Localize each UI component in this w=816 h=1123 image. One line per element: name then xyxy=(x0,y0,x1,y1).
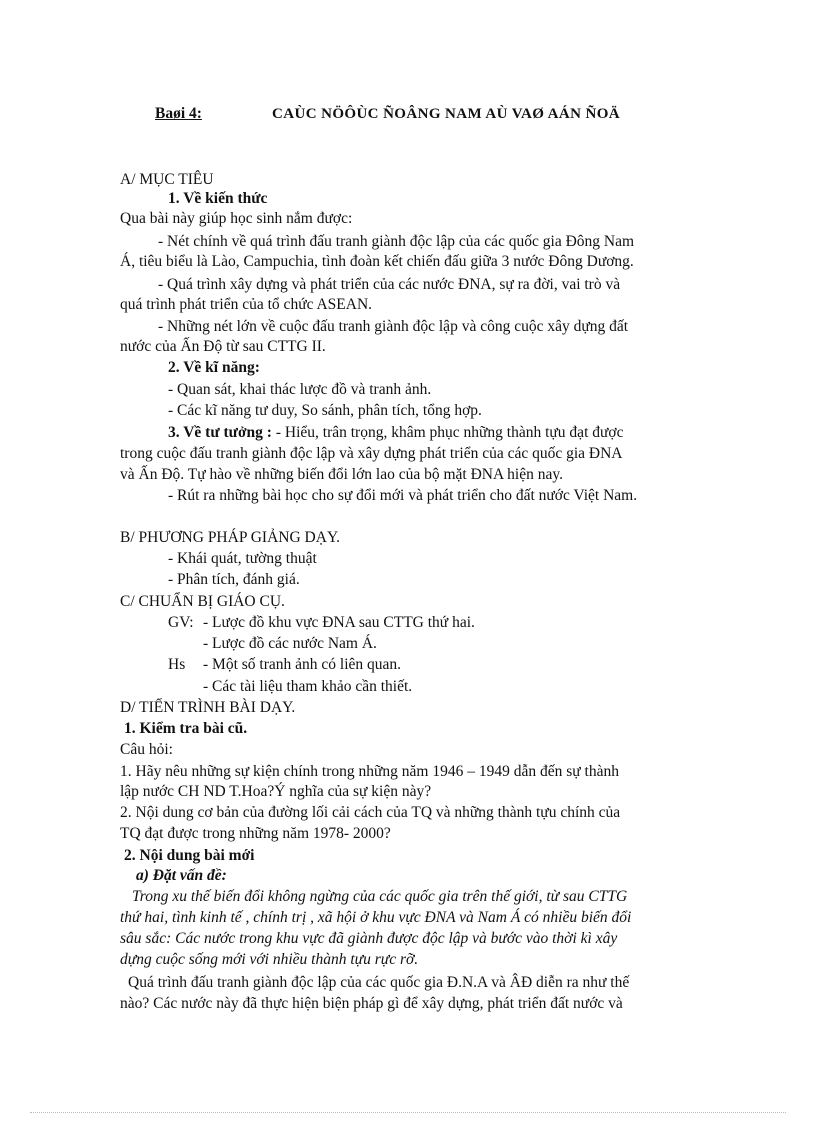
thought-heading: 3. Về tư tưởng : xyxy=(168,424,272,441)
hs-item: - Một số tranh ảnh có liên quan. xyxy=(203,656,402,673)
skill-item: - Quan sát, khai thác lược đồ và tranh ảnh. xyxy=(168,381,432,398)
question-line: 2. Nội dung cơ bản của đường lối cải cách của TQ và những thành tựu chính của xyxy=(120,804,621,821)
intro-paragraph-line: Trong xu thế biến đổi không ngừng của các quốc gia trên thế giới, từ sau CTTG xyxy=(132,888,628,905)
closing-line: nào? Các nước này đã thực hiện biện pháp gì để xây dựng, phát triển đất nước và xyxy=(120,995,623,1012)
problem-heading: a) Đặt vấn đề: xyxy=(136,867,227,884)
hs-item: - Các tài liệu tham khảo cần thiết. xyxy=(203,678,413,695)
intro-paragraph-line: thứ hai, tình kinh tế , chính trị , xã hội ở khu vực ĐNA và Nam Á có nhiều biến đổi xyxy=(120,909,632,926)
objective-line: - Quá trình xây dựng và phát triển của các nước ĐNA, sự ra đời, vai trò và xyxy=(158,276,621,293)
knowledge-heading: 1. Về kiến thức xyxy=(168,190,268,207)
question-label: Câu hỏi: xyxy=(120,741,173,758)
skills-heading: 2. Về kĩ năng: xyxy=(168,359,260,376)
intro-paragraph-line: dựng cuộc sống mới với nhiều thành tựu rực rỡ. xyxy=(120,951,419,968)
review-heading: 1. Kiểm tra bài cũ. xyxy=(124,720,248,737)
method-item: - Phân tích, đánh giá. xyxy=(168,571,300,588)
gv-item: - Lược đồ các nước Nam Á. xyxy=(203,635,377,652)
hs-label: Hs xyxy=(168,656,186,673)
section-a-heading: A/ MỤC TIÊU xyxy=(120,171,214,188)
method-item: - Khái quát, tường thuật xyxy=(168,550,317,567)
gv-label: GV: xyxy=(168,614,194,631)
objective-line: Á, tiêu biểu là Lào, Campuchia, tình đoàn kết chiến đấu giữa 3 nước Đông Dương. xyxy=(120,253,634,270)
thought-line xyxy=(168,423,623,443)
section-d-heading: D/ TIẾN TRÌNH BÀI DẠY. xyxy=(120,699,296,716)
objective-line: - Nét chính về quá trình đấu tranh giành độc lập của các quốc gia Đông Nam xyxy=(158,233,635,250)
lesson-label: Baøi 4: xyxy=(155,105,202,122)
skill-item: - Các kĩ năng tư duy, So sánh, phân tích, tổng hợp. xyxy=(168,402,482,419)
intro-text: Qua bài này giúp học sinh nắm được: xyxy=(120,210,353,227)
intro-paragraph-line: sâu sắc: Các nước trong khu vực đã giành được độc lập và bước vào thời kì xây xyxy=(120,930,618,947)
objective-line: - Những nét lớn về cuộc đấu tranh giành độc lập và công cuộc xây dựng đất xyxy=(158,318,629,335)
objective-line: nước của Ấn Độ từ sau CTTG II. xyxy=(120,338,326,355)
question-line: lập nước CH ND T.Hoa?Ý nghĩa của sự kiện này? xyxy=(120,783,432,800)
thought-line: trong cuộc đấu tranh giành độc lập và xây dựng phát triển của các quốc gia ĐNA xyxy=(120,445,623,462)
section-c-heading: C/ CHUẨN BỊ GIÁO CỤ. xyxy=(120,593,285,610)
page-bottom-divider xyxy=(30,1112,786,1113)
objective-line: quá trình phát triển của tổ chức ASEAN. xyxy=(120,296,373,313)
question-line: 1. Hãy nêu những sự kiện chính trong những năm 1946 – 1949 dẫn đến sự thành xyxy=(120,763,619,780)
thought-line: - Rút ra những bài học cho sự đổi mới và phát triển cho đất nước Việt Nam. xyxy=(168,487,638,504)
lesson-title: CAÙC NÖÔÙC ÑOÂNG NAM AÙ VAØ AÁN ÑOÄ xyxy=(272,106,621,122)
question-line: TQ đạt được trong những năm 1978- 2000? xyxy=(120,825,391,842)
new-lesson-heading: 2. Nội dung bài mới xyxy=(124,847,255,864)
thought-text: - Hiểu, trân trọng, khâm phục những thành tựu đạt được xyxy=(275,424,624,441)
gv-item: - Lược đồ khu vực ĐNA sau CTTG thứ hai. xyxy=(203,614,475,631)
section-b-heading: B/ PHƯƠNG PHÁP GIẢNG DẠY. xyxy=(120,529,341,546)
thought-line: và Ấn Độ. Tự hào về những biến đổi lớn lao của bộ mặt ĐNA hiện nay. xyxy=(120,466,563,483)
closing-line: Quá trình đấu tranh giành độc lập của các quốc gia Đ.N.A và ÂĐ diễn ra như thế xyxy=(128,974,630,991)
